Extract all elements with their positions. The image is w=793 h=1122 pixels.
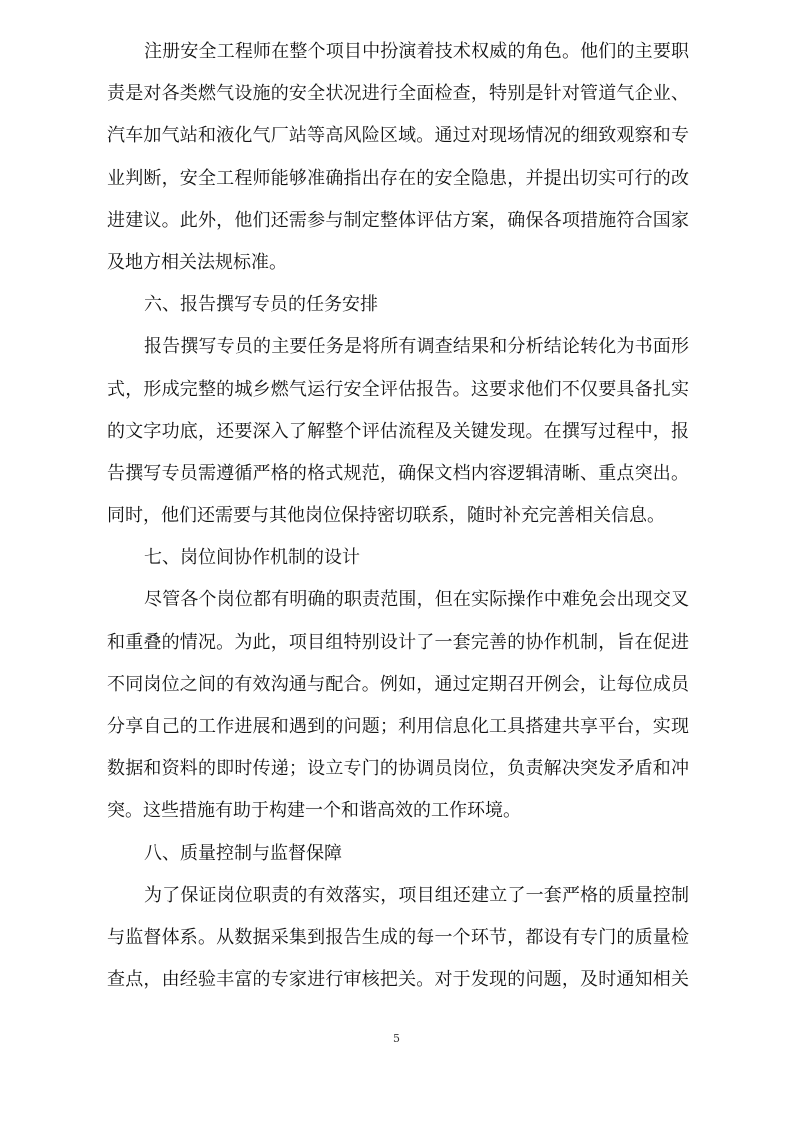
paragraph	[107, 326, 689, 537]
paragraph-line: 注册安全工程师在整个项目中扮演着技术权威的角色。他们的主要职	[144, 41, 689, 62]
paragraph-line: 与监督体系。从数据采集到报告生成的每一个环节，都设有专门的质量检	[107, 926, 689, 948]
paragraph-line: 报告撰写专员的主要任务是将所有调查结果和分析结论转化为书面形	[144, 336, 689, 358]
paragraph	[107, 31, 689, 284]
paragraph	[107, 875, 689, 1002]
paragraph-line: 查点，由经验丰富的专家进行审核把关。对于发现的问题，及时通知相关	[107, 969, 689, 991]
heading-text: 七、岗位间协作机制的设计	[144, 547, 360, 569]
paragraph-line: 数据和资料的即时传递；设立专门的协调员岗位，负责解决突发矛盾和冲	[107, 758, 689, 780]
paragraph-line: 汽车加气站和液化气厂站等高风险区域。通过对现场情况的细致观察和专	[107, 125, 689, 147]
paragraph-line: 突。这些措施有助于构建一个和谐高效的工作环境。	[107, 800, 521, 822]
paragraph-line: 进建议。此外，他们还需参与制定整体评估方案，确保各项措施符合国家	[107, 209, 689, 231]
paragraph	[107, 579, 689, 832]
paragraph-line: 分享自己的工作进展和遇到的问题；利用信息化工具搭建共享平台，实现	[107, 716, 689, 737]
paragraph-line: 及地方相关法规标准。	[107, 251, 287, 273]
paragraph-line: 不同岗位之间的有效沟通与配合。例如，通过定期召开例会，让每位成员	[107, 673, 689, 695]
heading-text: 八、质量控制与监督保障	[144, 842, 342, 864]
paragraph-line: 为了保证岗位职责的有效落实，项目组还建立了一套严格的质量控制	[144, 884, 689, 906]
paragraph-line: 告撰写专员需遵循严格的格式规范，确保文档内容逻辑清晰、重点突出。	[107, 462, 689, 484]
section-heading	[107, 833, 689, 875]
page-number: 5	[393, 1032, 400, 1045]
paragraph-line: 同时，他们还需要与其他岗位保持密切联系，随时补充完善相关信息。	[107, 505, 665, 527]
section-heading	[107, 537, 689, 579]
heading-text: 六、报告撰写专员的任务安排	[144, 294, 378, 316]
paragraph-line: 业判断，安全工程师能够准确指出存在的安全隐患，并提出切实可行的改	[107, 167, 689, 189]
paragraph-line: 的文字功底，还要深入了解整个评估流程及关键发现。在撰写过程中，报	[107, 420, 689, 442]
section-heading	[107, 284, 689, 326]
paragraph-line: 责是对各类燃气设施的安全状况进行全面检查，特别是针对管道气企业、	[107, 83, 689, 105]
paragraph-line: 式，形成完整的城乡燃气运行安全评估报告。这要求他们不仅要具备扎实	[107, 378, 689, 400]
document-body	[107, 31, 689, 1001]
paragraph-line: 和重叠的情况。为此，项目组特别设计了一套完善的协作机制，旨在促进	[107, 631, 689, 653]
paragraph-line: 尽管各个岗位都有明确的职责范围，但在实际操作中难免会出现交叉	[144, 589, 689, 611]
